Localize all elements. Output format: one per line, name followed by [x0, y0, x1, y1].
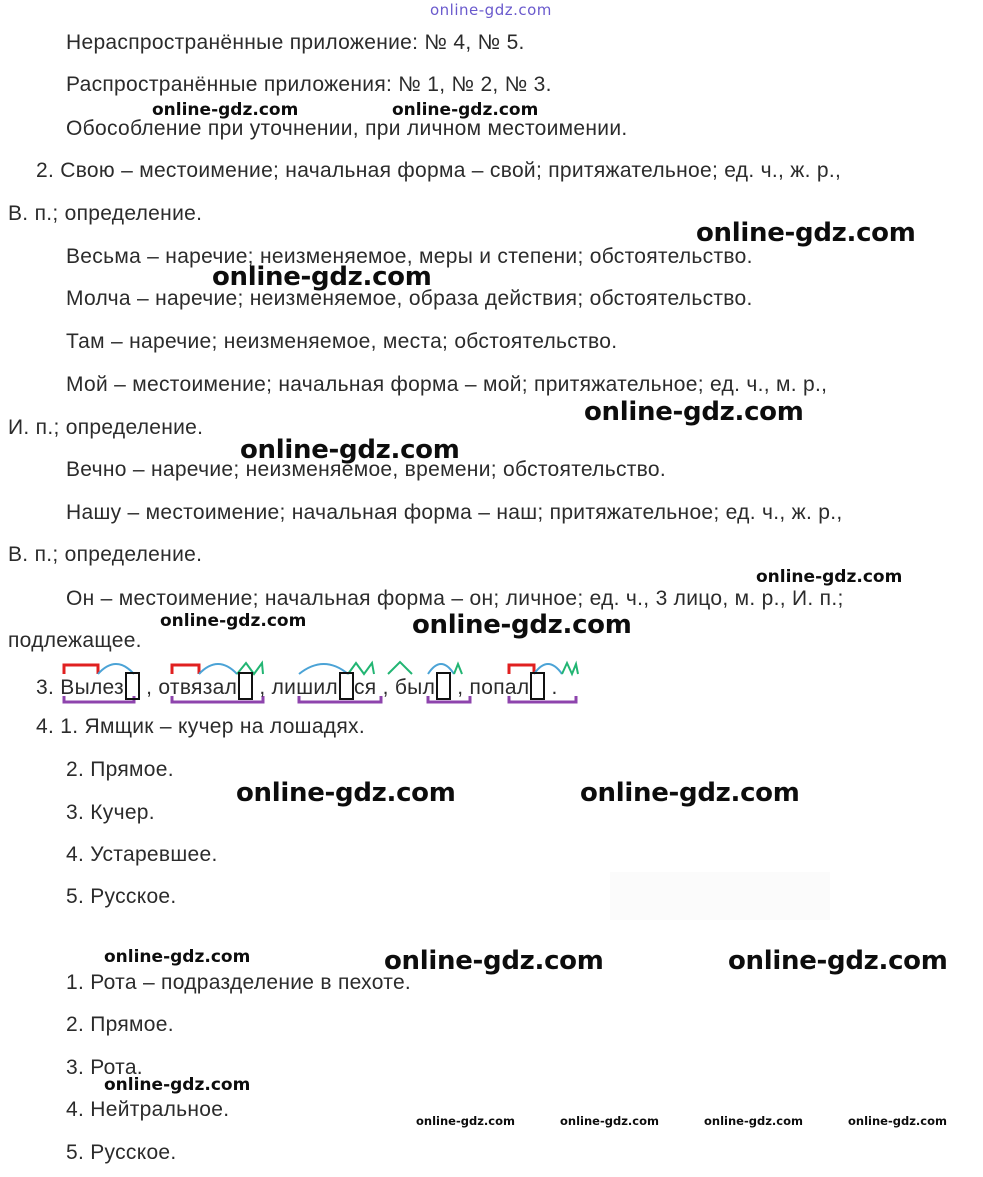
morpheme-analysis — [36, 660, 636, 708]
null-ending — [436, 672, 451, 700]
null-ending — [238, 672, 253, 700]
watermark: online-gdz.com — [696, 218, 916, 248]
null-ending — [125, 672, 140, 700]
suffix-mark — [562, 663, 578, 674]
text-line: Там – наречие; неизменяемое, места; обстоятельство. — [66, 330, 618, 353]
text-line: Весьма – наречие; неизменяемое, меры и степени; обстоятельство. — [66, 245, 753, 268]
watermark: online-gdz.com — [728, 946, 948, 976]
text-line: 5. Русское. — [66, 885, 177, 908]
watermark: online-gdz.com — [104, 947, 251, 967]
text-line: 3. Кучер. — [66, 801, 155, 824]
watermark: online-gdz.com — [756, 567, 903, 587]
text-line: Обособление при уточнении, при личном местоимении. — [66, 117, 628, 140]
watermark: online-gdz.com — [384, 946, 604, 976]
watermark: online-gdz.com — [848, 1114, 947, 1128]
word-popal: попал — [469, 676, 530, 699]
watermark: online-gdz.com — [584, 397, 804, 427]
text-line: В. п.; определение. — [8, 543, 203, 566]
text-line: Нераспространённые приложение: № 4, № 5. — [66, 31, 525, 54]
watermark: online-gdz.com — [704, 1114, 803, 1128]
text-line: 1. Рота – подразделение в пехоте. — [66, 971, 412, 994]
text-line: 4. Устаревшее. — [66, 843, 218, 866]
watermark: online-gdz.com — [160, 611, 307, 631]
text-line: 4. 1. Ямщик – кучер на лошадях. — [36, 715, 365, 738]
watermark-top: online-gdz.com — [430, 1, 552, 19]
item-number: 3. — [36, 676, 55, 699]
text-line: Вечно – наречие; неизменяемое, времени; обстоятельство. — [66, 458, 667, 481]
text-line: подлежащее. — [8, 629, 142, 652]
word-vylez: Вылез — [60, 676, 124, 699]
text-line: 3. Рота. — [66, 1056, 143, 1079]
watermark: online-gdz.com — [236, 778, 456, 808]
text-line: 2. Свою – местоимение; начальная форма – свой; притяжательное; ед. ч., ж. р., — [36, 159, 842, 182]
period: . — [551, 676, 558, 699]
watermark: online-gdz.com — [152, 100, 299, 120]
word-byl: был — [394, 676, 436, 699]
text-line: 2. Прямое. — [66, 1013, 174, 1036]
text-line: 2. Прямое. — [66, 758, 174, 781]
text-line: Он – местоимение; начальная форма – он; личное; ед. ч., 3 лицо, м. р., И. п.; — [66, 587, 844, 610]
text-line: И. п.; определение. — [8, 416, 204, 439]
word-otvyazal: отвязал — [158, 676, 238, 699]
watermark: online-gdz.com — [412, 610, 632, 640]
comma: , — [457, 676, 464, 699]
watermark: online-gdz.com — [212, 262, 432, 292]
comma: , — [259, 676, 266, 699]
text-line: Мой – местоимение; начальная форма – мой; притяжательное; ед. ч., м. р., — [66, 373, 828, 396]
text-line: В. п.; определение. — [8, 202, 203, 225]
text-line: Нашу – местоимение; начальная форма – наш; притяжательное; ед. ч., ж. р., — [66, 501, 843, 524]
watermark: online-gdz.com — [240, 435, 460, 465]
comma: , — [146, 676, 153, 699]
word-sya: ся — [353, 676, 377, 699]
watermark: online-gdz.com — [392, 100, 539, 120]
text-line: 5. Русское. — [66, 1141, 177, 1164]
watermark: online-gdz.com — [580, 778, 800, 808]
text-line: 4. Нейтральное. — [66, 1098, 230, 1121]
morpheme-words — [36, 672, 558, 701]
null-ending — [530, 672, 545, 700]
comma: , — [382, 676, 389, 699]
text-line: Молча – наречие; неизменяемое, образа действия; обстоятельство. — [66, 287, 753, 310]
word-lishil: лишил — [271, 676, 338, 699]
null-ending — [339, 672, 354, 700]
watermark: online-gdz.com — [416, 1114, 515, 1128]
watermark: online-gdz.com — [104, 1075, 251, 1095]
text-line: Распространённые приложения: № 1, № 2, № 3. — [66, 73, 552, 96]
watermark: online-gdz.com — [560, 1114, 659, 1128]
faint-overlay — [610, 872, 830, 920]
